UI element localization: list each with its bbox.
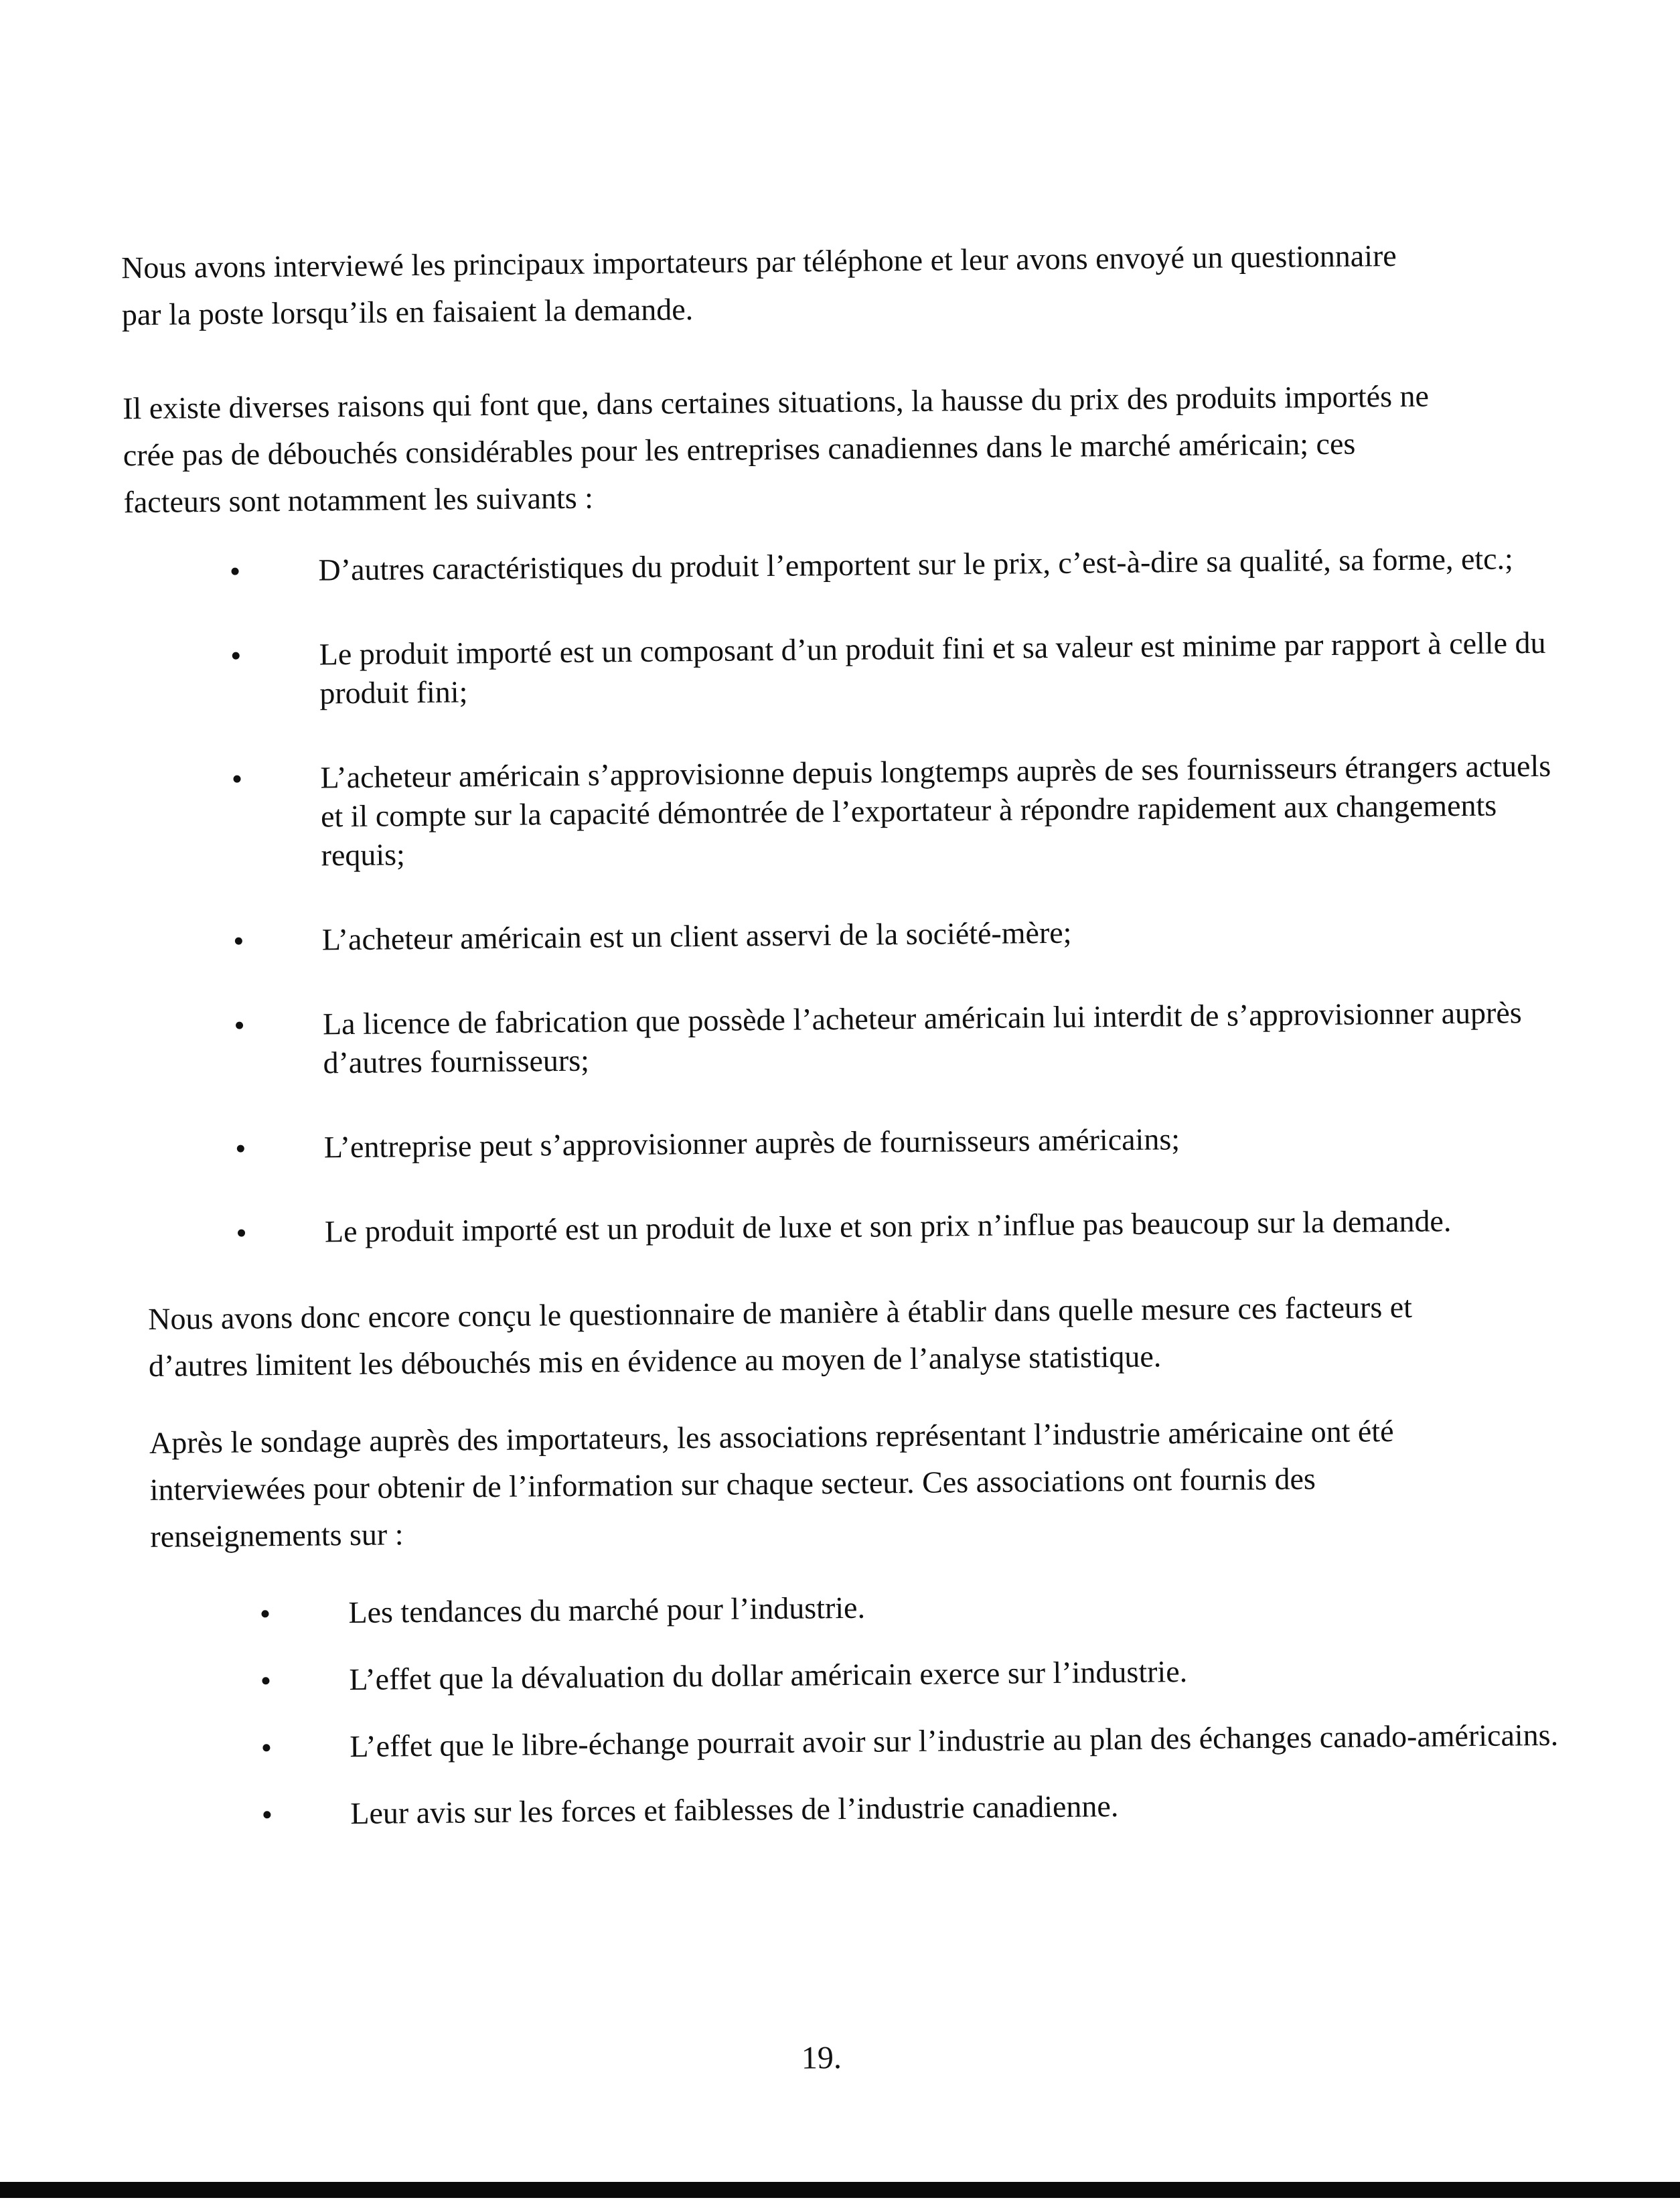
- list-item: [236, 993, 1562, 1084]
- bullet-icon: [233, 776, 240, 783]
- list-item-text: L’effet que la dévaluation du dollar américain exerce sur l’industrie.: [349, 1654, 1188, 1697]
- list-item: [261, 1581, 1587, 1633]
- list-item: [231, 539, 1557, 591]
- bullet-icon: [238, 1230, 245, 1237]
- bullet-icon: [262, 1744, 270, 1751]
- list-item-text: La licence de fabrication que possède l’acheteur américain lui interdit de s’approvisionner auprès d’autres fournisseurs;: [322, 995, 1522, 1080]
- bullet-icon: [235, 938, 242, 945]
- bullet-icon: [263, 1811, 271, 1818]
- list-item: [233, 747, 1560, 876]
- scan-edge-bar: [0, 2182, 1680, 2198]
- list-item-text: Leur avis sur les forces et faiblesses de l’industrie canadienne.: [350, 1789, 1119, 1831]
- bullet-icon: [237, 1145, 244, 1153]
- paragraph-price-factors-intro: Il existe diverses raisons qui font que, dans certaines situations, la hausse du prix des produits importés ne crée pas de débouchés considérables pour les entreprises canadiennes dans le marché américain; ces facteurs sont notamment les suivants :: [122, 378, 1430, 520]
- list-item-text: L’entreprise peut s’approvisionner auprès de fournisseurs américains;: [323, 1122, 1180, 1165]
- bullet-icon: [232, 652, 240, 660]
- list-item: [238, 1201, 1563, 1252]
- list-item-text: L’effet que le libre-échange pourrait avoir sur l’industrie au plan des échanges canado-américains.: [350, 1717, 1559, 1764]
- list-item: [262, 1648, 1588, 1700]
- list-item-text: Le produit importé est un produit de luxe et son prix n’influe pas beaucoup sur la demande.: [324, 1203, 1452, 1249]
- associations-bullet-list: [261, 1581, 1590, 1862]
- list-item: [232, 623, 1558, 714]
- bullet-icon: [236, 1022, 243, 1029]
- list-item-text: Les tendances du marché pour l’industrie.: [348, 1590, 866, 1630]
- paragraph-interview-method: Nous avons interviewé les principaux importateurs par téléphone et leur avons envoyé un questionnaire par la poste lorsqu’ils en faisaient la demande.: [121, 238, 1397, 332]
- bullet-icon: [262, 1677, 269, 1684]
- list-item-text: L’acheteur américain s’approvisionne depuis longtemps auprès de ses fournisseurs étrangers actuels et il compte sur la capacité démontrée de l’exportateur à répondre rapidement aux changements requis;: [320, 748, 1551, 873]
- paragraph-associations: Après le sondage auprès des importateurs, les associations représentant l’industrie américaine ont été interviewées pour obtenir de l’information sur chaque secteur. Ces associations ont fournis des renseignements sur :: [149, 1414, 1394, 1554]
- list-item-text: Le produit importé est un composant d’un produit fini et sa valeur est minime par rapport à celle du produit fini;: [319, 625, 1546, 711]
- list-item: [262, 1715, 1588, 1767]
- factors-bullet-list: [231, 539, 1564, 1298]
- list-item-text: L’acheteur américain est un client asservi de la société-mère;: [321, 915, 1072, 957]
- list-item-text: D’autres caractéristiques du produit l’emportent sur le prix, c’est-à-dire sa qualité, sa forme, etc.;: [318, 541, 1514, 587]
- page-number: 19.: [801, 2040, 842, 2076]
- paragraph-questionnaire-design: Nous avons donc encore conçu le questionnaire de manière à établir dans quelle mesure ces facteurs et d’autres limitent les débouchés mis en évidence au moyen de l’analyse statistique.: [148, 1289, 1413, 1383]
- list-item: [237, 1116, 1563, 1168]
- list-item: [263, 1782, 1589, 1834]
- bullet-icon: [231, 568, 238, 575]
- list-item: [235, 909, 1561, 960]
- bullet-icon: [261, 1610, 269, 1617]
